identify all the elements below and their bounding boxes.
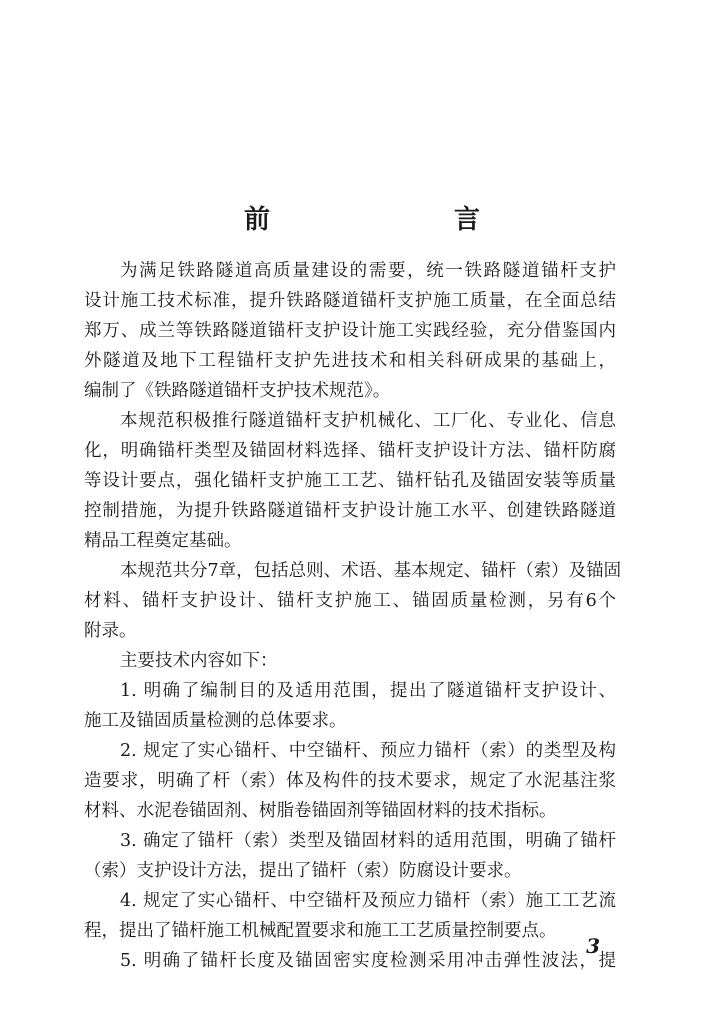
paragraph-line: 2. 规定了实心锚杆、中空锚杆、预应力锚杆（索）的类型及构 [120,741,616,761]
paragraph-line: 造要求，明确了杆（索）体及构件的技术要求，规定了水泥基注浆 [84,771,616,791]
paragraph-line: 控制措施，为提升铁路隧道锚杆支护设计施工水平、创建铁路隧道 [84,501,616,521]
paragraph-line: 本规范积极推行隧道锚杆支护机械化、工厂化、专业化、信息 [120,411,616,431]
paragraph-line: 为满足铁路隧道高质量建设的需要，统一铁路隧道锚杆支护 [120,261,616,281]
paragraph-line: 5. 明确了锚杆长度及锚固密实度检测采用冲击弹性波法，提 [120,951,616,971]
paragraph-line: 外隧道及地下工程锚杆支护先进技术和相关科研成果的基础上， [84,351,616,371]
paragraph-line: 施工及锚固质量检测的总体要求。 [84,711,347,731]
paragraph-line: 化，明确锚杆类型及锚固材料选择、锚杆支护设计方法、锚杆防腐 [84,441,616,461]
page-title: 前 言 [243,205,524,235]
paragraph-line: 材料、锚杆支护设计、锚杆支护施工、锚固质量检测，另有6个 [84,591,616,611]
paragraph-line: 4. 规定了实心锚杆、中空锚杆及预应力锚杆（索）施工工艺流 [120,891,616,911]
paragraph-line: 精品工程奠定基础。 [84,531,242,551]
paragraph-line: 编制了《铁路隧道锚杆支护技术规范》。 [84,381,391,401]
paragraph-line: 附录。 [84,621,137,641]
paragraph-line: 本规范共分7章，包括总则、术语、基本规定、锚杆（索）及锚固 [120,561,622,581]
paragraph-line: 设计施工技术标准，提升铁路隧道锚杆支护施工质量，在全面总结 [84,291,616,311]
paragraph-line: 郑万、成兰等铁路隧道锚杆支护设计施工实践经验，充分借鉴国内 [84,321,616,341]
paragraph-line: 1. 明确了编制目的及适用范围，提出了隧道锚杆支护设计、 [120,681,616,701]
paragraph-line: 主要技术内容如下： [120,651,278,671]
paragraph-line: 材料、水泥卷锚固剂、树脂卷锚固剂等锚固材料的技术指标。 [84,801,557,821]
paragraph-line: 等设计要点，强化锚杆支护施工工艺、锚杆钻孔及锚固安装等质量 [84,471,616,491]
paragraph-line: 程，提出了锚杆施工机械配置要求和施工工艺质量控制要点。 [84,921,557,941]
paragraph-line: （索）支护设计方法，提出了锚杆（索）防腐设计要求。 [84,861,522,881]
page-number: 3 [586,934,600,958]
paragraph-line: 3. 确定了锚杆（索）类型及锚固材料的适用范围，明确了锚杆 [120,831,616,851]
